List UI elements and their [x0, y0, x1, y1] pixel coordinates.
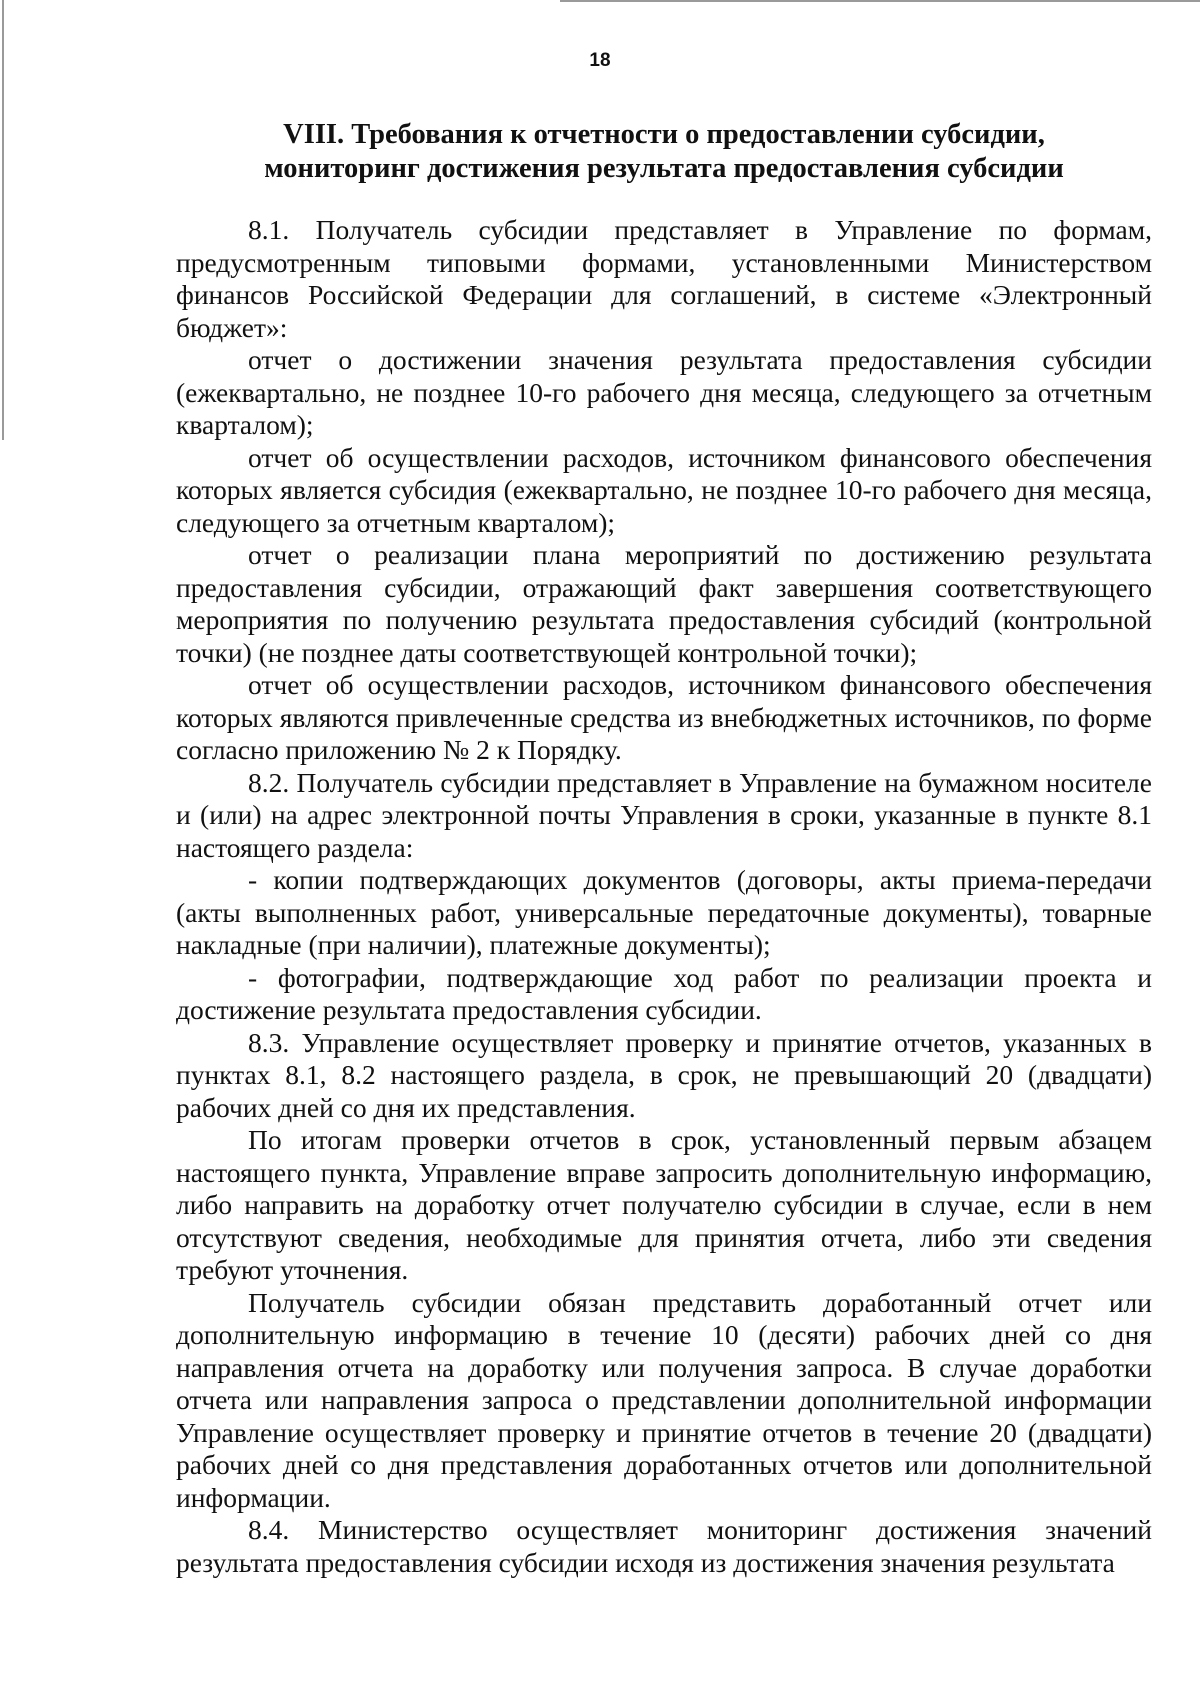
- document-body: [176, 214, 1152, 1579]
- section-title: [176, 118, 1152, 186]
- scan-edge-top: [560, 0, 1200, 2]
- paragraph-report-extrabudgetary: отчет об осуществлении расходов, источником финансового обеспечения которых являются привлеченные средства из внебюджетных источников, по форме согласно приложению № 2 к Порядку.: [176, 669, 1152, 765]
- section-title-line-1: VIII. Требования к отчетности о предоставлении субсидии,: [283, 119, 1045, 150]
- section-title-line-2: мониторинг достижения результата предоставления субсидии: [264, 153, 1064, 184]
- page-number: 18: [589, 50, 611, 71]
- paragraph-report-expenses: отчет об осуществлении расходов, источником финансового обеспечения которых является субсидия (ежеквартально, не позднее 10-го рабочего дня месяца, следующего за отчетным кварталом);: [176, 441, 1152, 538]
- paragraph-photos: - фотографии, подтверждающие ход работ по реализации проекта и достижение результата предоставления субсидии.: [176, 961, 1152, 1025]
- paragraph-report-result: отчет о достижении значения результата предоставления субсидии (ежеквартально, не позднее 10-го рабочего дня месяца, следующего за отчетным кварталом);: [176, 344, 1152, 440]
- paragraph-8-3: 8.3. Управление осуществляет проверку и принятие отчетов, указанных в пунктах 8.1, 8.2 настоящего раздела, в срок, не превышающий 20 (двадцати) рабочих дней со дня их представления.: [176, 1026, 1152, 1123]
- paragraph-rework: Получатель субсидии обязан представить доработанный отчет или дополнительную информацию в течение 10 (десяти) рабочих дней со дня направления отчета на доработку или получения запроса. В случае доработки отчета или направления запроса о представлении дополнительной информации Управление осуществляет проверку и принятие отчетов в течение 20 (двадцати) рабочих дней со дня представления доработанных отчетов или дополнительной информации.: [176, 1286, 1152, 1513]
- paragraph-review: По итогам проверки отчетов в срок, установленный первым абзацем настоящего пункта, Управление вправе запросить дополнительную информацию, либо направить на доработку отчет получателю субсидии в случае, если в нем отсутствуют сведения, необходимые для принятия отчета, либо эти сведения требуют уточнения.: [176, 1124, 1152, 1285]
- paragraph-8-2: 8.2. Получатель субсидии представляет в Управление на бумажном носителе и (или) на адрес электронной почты Управления в сроки, указанные в пункте 8.1 настоящего раздела:: [176, 766, 1152, 863]
- paragraph-8-4: 8.4. Министерство осуществляет мониторинг достижения значений результата предоставления субсидии исходя из достижения значения результата: [176, 1514, 1152, 1578]
- paragraph-copies: - копии подтверждающих документов (договоры, акты приема-передачи (акты выполненных работ, универсальные передаточные документы), товарные накладные (при наличии), платежные документы);: [176, 864, 1152, 960]
- paragraph-report-plan: отчет о реализации плана мероприятий по достижению результата предоставления субсидии, отражающий факт завершения соответствующего мероприятия по получению результата предоставления субсидий (контрольной точки) (не позднее даты соответствующей контрольной точки);: [176, 539, 1152, 668]
- paragraph-8-1: 8.1. Получатель субсидии представляет в Управление по формам, предусмотренным типовыми формами, установленными Министерством финансов Российской Федерации для соглашений, в системе «Электронный бюджет»:: [176, 214, 1152, 343]
